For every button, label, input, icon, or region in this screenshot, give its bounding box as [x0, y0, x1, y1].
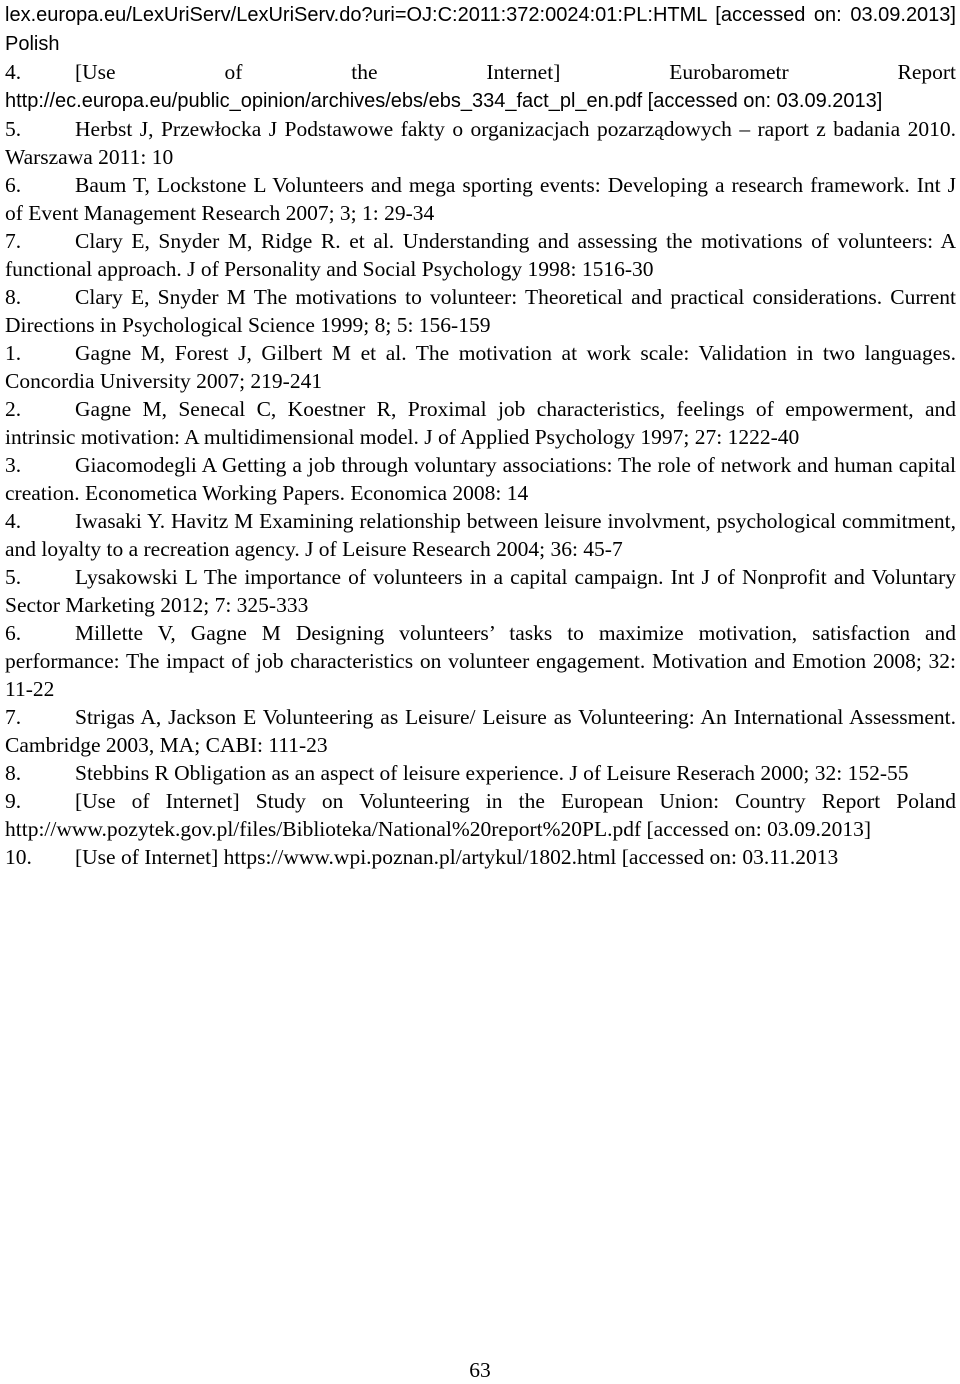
page-number: 63: [469, 1358, 491, 1382]
reference-number: 1.: [5, 341, 22, 365]
reference-list: [5, 0, 956, 871]
reference-item: [5, 339, 956, 395]
reference-item: [5, 283, 956, 339]
reference-item: [5, 843, 956, 871]
reference-item: [5, 395, 956, 451]
reference-number: 8.: [5, 285, 22, 309]
reference-item: [5, 171, 956, 227]
reference-number: 6.: [5, 173, 22, 197]
reference-item: [5, 227, 956, 283]
reference-number: 4.: [5, 60, 22, 84]
reference-item: [5, 563, 956, 619]
reference-number: 10.: [5, 845, 32, 869]
reference-text: Herbst J, Przewłocka J Podstawowe fakty o organizacjach pozarządowych – raport z badania 2010. Warszawa 2011: 10: [5, 117, 956, 169]
reference-number: 3.: [5, 453, 22, 477]
reference-text: Gagne M, Forest J, Gilbert M et al. The motivation at work scale: Validation in two languages. Concordia University 2007; 219-241: [5, 341, 956, 393]
reference-number: 8.: [5, 761, 22, 785]
reference-item: [5, 787, 956, 843]
reference-item: [5, 58, 956, 115]
reference-text: Millette V, Gagne M Designing volunteers’ tasks to maximize motivation, satisfaction and performance: The impact of job characteristics on volunteer engagement. Motivation and Emotion 2008; 32: 11-22: [5, 621, 956, 701]
reference-number: 9.: [5, 789, 22, 813]
reference-text: [Use of the Internet] Eurobarometr Report: [75, 60, 956, 84]
reference-text: Strigas A, Jackson E Volunteering as Leisure/ Leisure as Volunteering: An International Assessment. Cambridge 2003, MA; CABI: 111-23: [5, 705, 956, 757]
reference-text: Lysakowski L The importance of volunteers in a capital campaign. Int J of Nonprofit and Voluntary Sector Marketing 2012; 7: 325-333: [5, 565, 956, 617]
reference-item: [5, 619, 956, 703]
reference-item: [5, 703, 956, 759]
reference-text: [Use of Internet] Study on Volunteering in the European Union: Country Report Poland http://www.pozytek.gov.pl/files/Biblioteka/National%20report%20PL.pdf [accessed on: 03.09.2013]: [5, 789, 956, 841]
reference-text: Iwasaki Y. Havitz M Examining relationship between leisure involvment, psychological commitment, and loyalty to a recreation agency. J of Leisure Research 2004; 36: 45-7: [5, 509, 956, 561]
reference-number: 7.: [5, 705, 22, 729]
reference-number: 5.: [5, 565, 22, 589]
reference-item: [5, 507, 956, 563]
reference-text: Gagne M, Senecal C, Koestner R, Proximal job characteristics, feelings of empowerment, and intrinsic motivation: A multidimensional model. J of Applied Psychology 1997; 27: 1222-40: [5, 397, 956, 449]
reference-number: 6.: [5, 621, 22, 645]
reference-item: [5, 451, 956, 507]
reference-url: http://ec.europa.eu/public_opinion/archives/ebs/ebs_334_fact_pl_en.pdf [accessed on: 03.09.2013]: [5, 90, 883, 112]
reference-item: [5, 115, 956, 171]
reference-text: [Use of Internet] https://www.wpi.poznan.pl/artykul/1802.html [accessed on: 03.11.2013: [75, 845, 839, 869]
reference-item: [5, 0, 956, 58]
reference-text: Giacomodegli A Getting a job through voluntary associations: The role of network and human capital creation. Econometica Working Papers. Economica 2008: 14: [5, 453, 956, 505]
reference-text: Stebbins R Obligation as an aspect of leisure experience. J of Leisure Reserach 2000; 32: 152-55: [75, 761, 909, 785]
reference-text: Baum T, Lockstone L Volunteers and mega sporting events: Developing a research framework. Int J of Event Management Research 2007; 3; 1: 29-34: [5, 173, 956, 225]
reference-url: lex.europa.eu/LexUriServ/LexUriServ.do?uri=OJ:C:2011:372:0024:01:PL:HTML [accessed on: 03.09.2013] Polish: [5, 4, 956, 55]
reference-text: Clary E, Snyder M, Ridge R. et al. Understanding and assessing the motivations of volunteers: A functional approach. J of Personality and Social Psychology 1998: 1516-30: [5, 229, 956, 281]
reference-text: Clary E, Snyder M The motivations to volunteer: Theoretical and practical considerations. Current Directions in Psychological Science 1999; 8; 5: 156-159: [5, 285, 956, 337]
reference-number: 4.: [5, 509, 22, 533]
reference-number: 5.: [5, 117, 22, 141]
reference-number: 7.: [5, 229, 22, 253]
reference-item: [5, 759, 956, 787]
reference-number: 2.: [5, 397, 22, 421]
